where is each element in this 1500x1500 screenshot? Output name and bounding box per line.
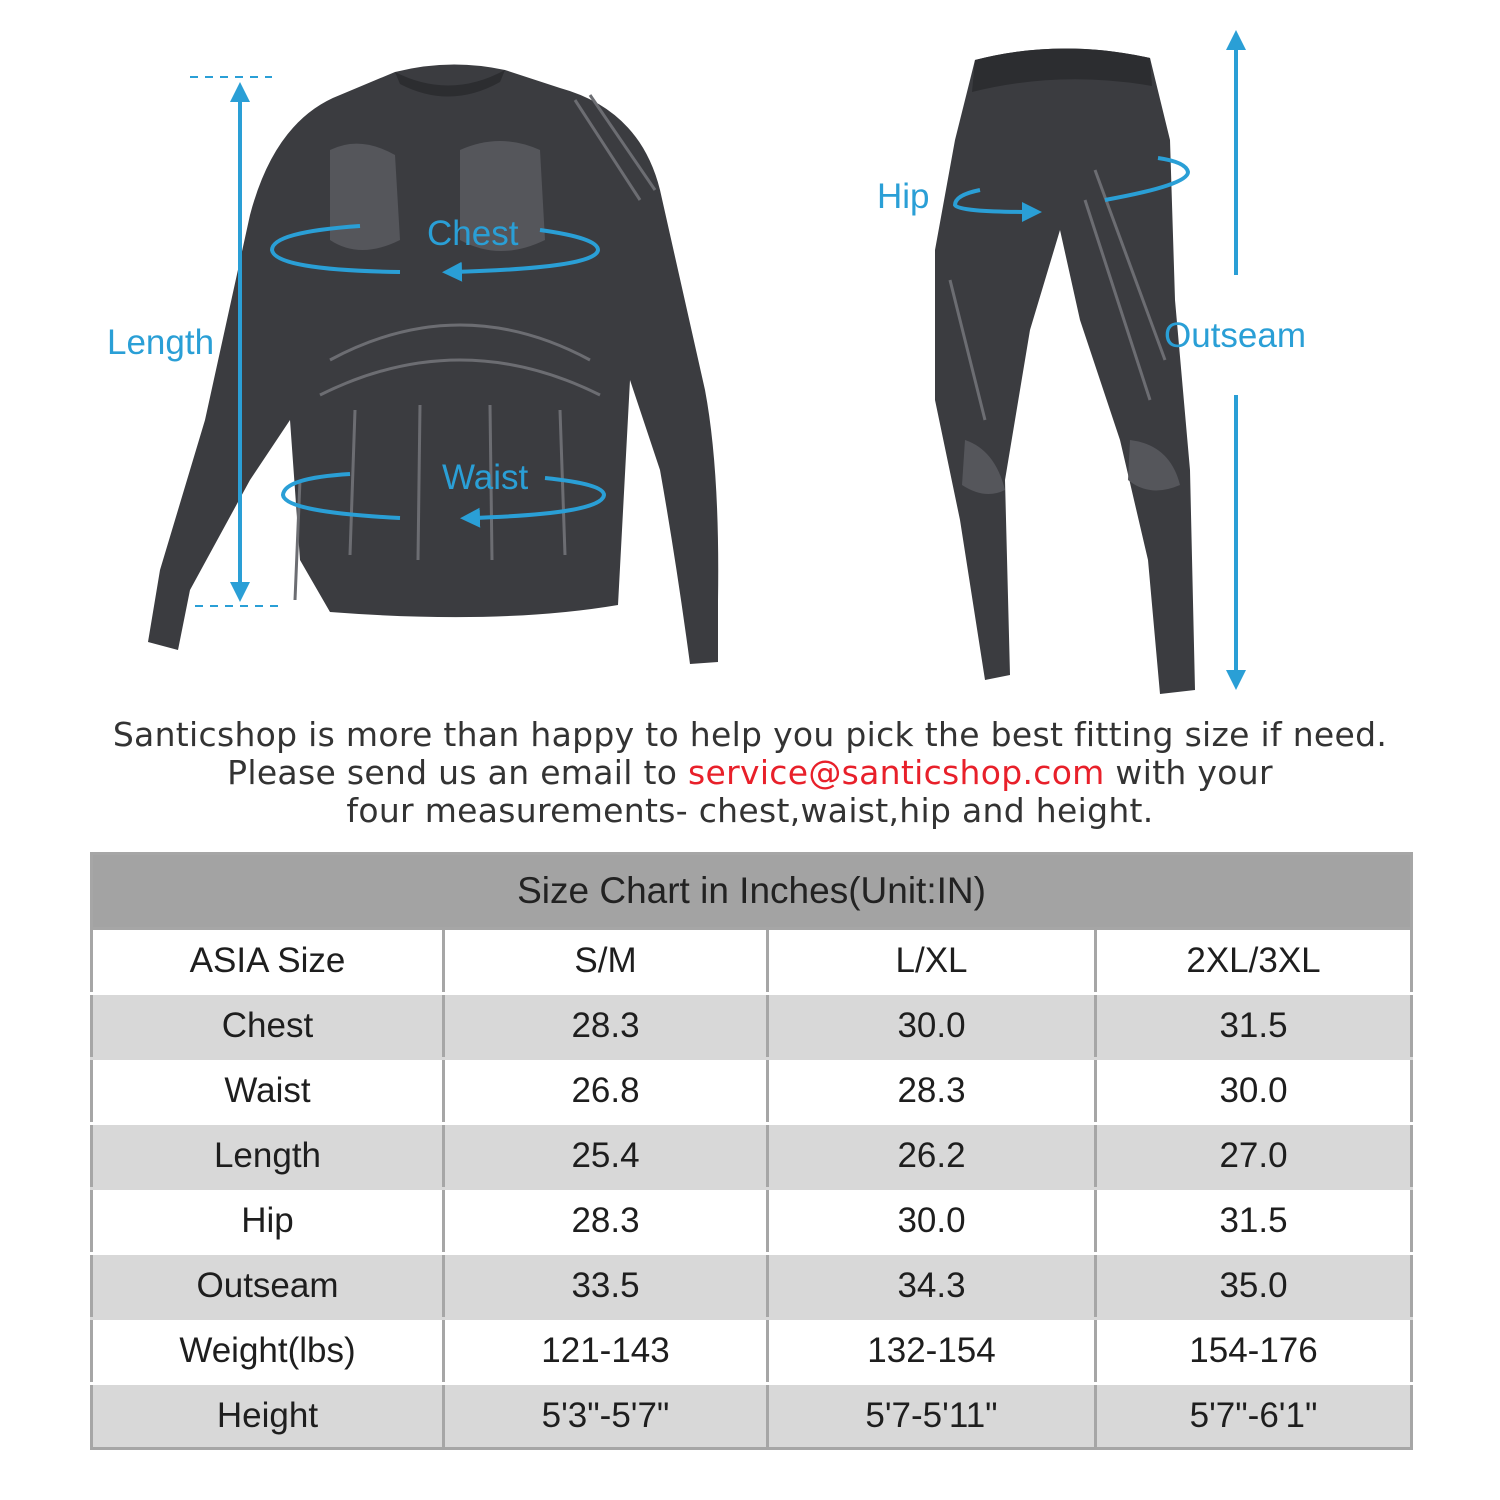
thermal-top-image (148, 64, 718, 664)
table-cell: 26.2 (768, 1124, 1096, 1189)
note-line-2-suffix: with your (1104, 753, 1273, 792)
table-row (92, 1254, 1412, 1319)
hip-label: Hip (877, 177, 930, 216)
table-cell: 154-176 (1096, 1319, 1412, 1384)
table-cell: 30.0 (768, 994, 1096, 1059)
note-line-1: Santicshop is more than happy to help you pick the best fitting size if need. (112, 715, 1388, 754)
table-cell: 33.5 (444, 1254, 768, 1319)
waist-label: Waist (442, 458, 529, 497)
sizing-help-note (0, 716, 1500, 830)
note-line-2 (0, 754, 1500, 792)
table-row (92, 1189, 1412, 1254)
table-row (92, 1384, 1412, 1449)
table-cell: 5'7-5'11" (768, 1384, 1096, 1449)
table-cell: 121-143 (444, 1319, 768, 1384)
table-cell: 34.3 (768, 1254, 1096, 1319)
table-cell: 28.3 (444, 1189, 768, 1254)
support-email-link[interactable]: service@santicshop.com (688, 753, 1105, 792)
table-cell: 5'3"-5'7" (444, 1384, 768, 1449)
note-line-3: four measurements- chest,waist,hip and height. (346, 791, 1154, 830)
table-cell: 28.3 (444, 994, 768, 1059)
header-cell: ASIA Size (92, 929, 444, 994)
size-chart-body (92, 929, 1412, 1449)
row-label-cell: Outseam (92, 1254, 444, 1319)
table-cell: 26.8 (444, 1059, 768, 1124)
size-chart-table (90, 852, 1413, 1450)
table-row (92, 1124, 1412, 1189)
thermal-pants-image (935, 48, 1195, 694)
table-row (92, 1319, 1412, 1384)
table-cell: 28.3 (768, 1059, 1096, 1124)
table-cell: 5'7"-6'1" (1096, 1384, 1412, 1449)
row-label-cell: Waist (92, 1059, 444, 1124)
table-row (92, 994, 1412, 1059)
table-cell: 30.0 (1096, 1059, 1412, 1124)
table-cell: 35.0 (1096, 1254, 1412, 1319)
table-cell: 31.5 (1096, 994, 1412, 1059)
table-row (92, 1059, 1412, 1124)
table-cell: 27.0 (1096, 1124, 1412, 1189)
note-line-2-prefix: Please send us an email to (227, 753, 689, 792)
chest-label: Chest (427, 214, 519, 253)
row-label-cell: Chest (92, 994, 444, 1059)
size-header-row (92, 929, 1412, 994)
length-label: Length (107, 323, 215, 362)
size-chart-title: Size Chart in Inches(Unit:IN) (92, 854, 1412, 929)
table-cell: 30.0 (768, 1189, 1096, 1254)
outseam-label: Outseam (1164, 316, 1306, 355)
header-cell: L/XL (768, 929, 1096, 994)
table-cell: 25.4 (444, 1124, 768, 1189)
header-cell: 2XL/3XL (1096, 929, 1412, 994)
row-label-cell: Hip (92, 1189, 444, 1254)
header-cell: S/M (444, 929, 768, 994)
row-label-cell: Weight(lbs) (92, 1319, 444, 1384)
table-cell: 132-154 (768, 1319, 1096, 1384)
row-label-cell: Length (92, 1124, 444, 1189)
table-cell: 31.5 (1096, 1189, 1412, 1254)
row-label-cell: Height (92, 1384, 444, 1449)
